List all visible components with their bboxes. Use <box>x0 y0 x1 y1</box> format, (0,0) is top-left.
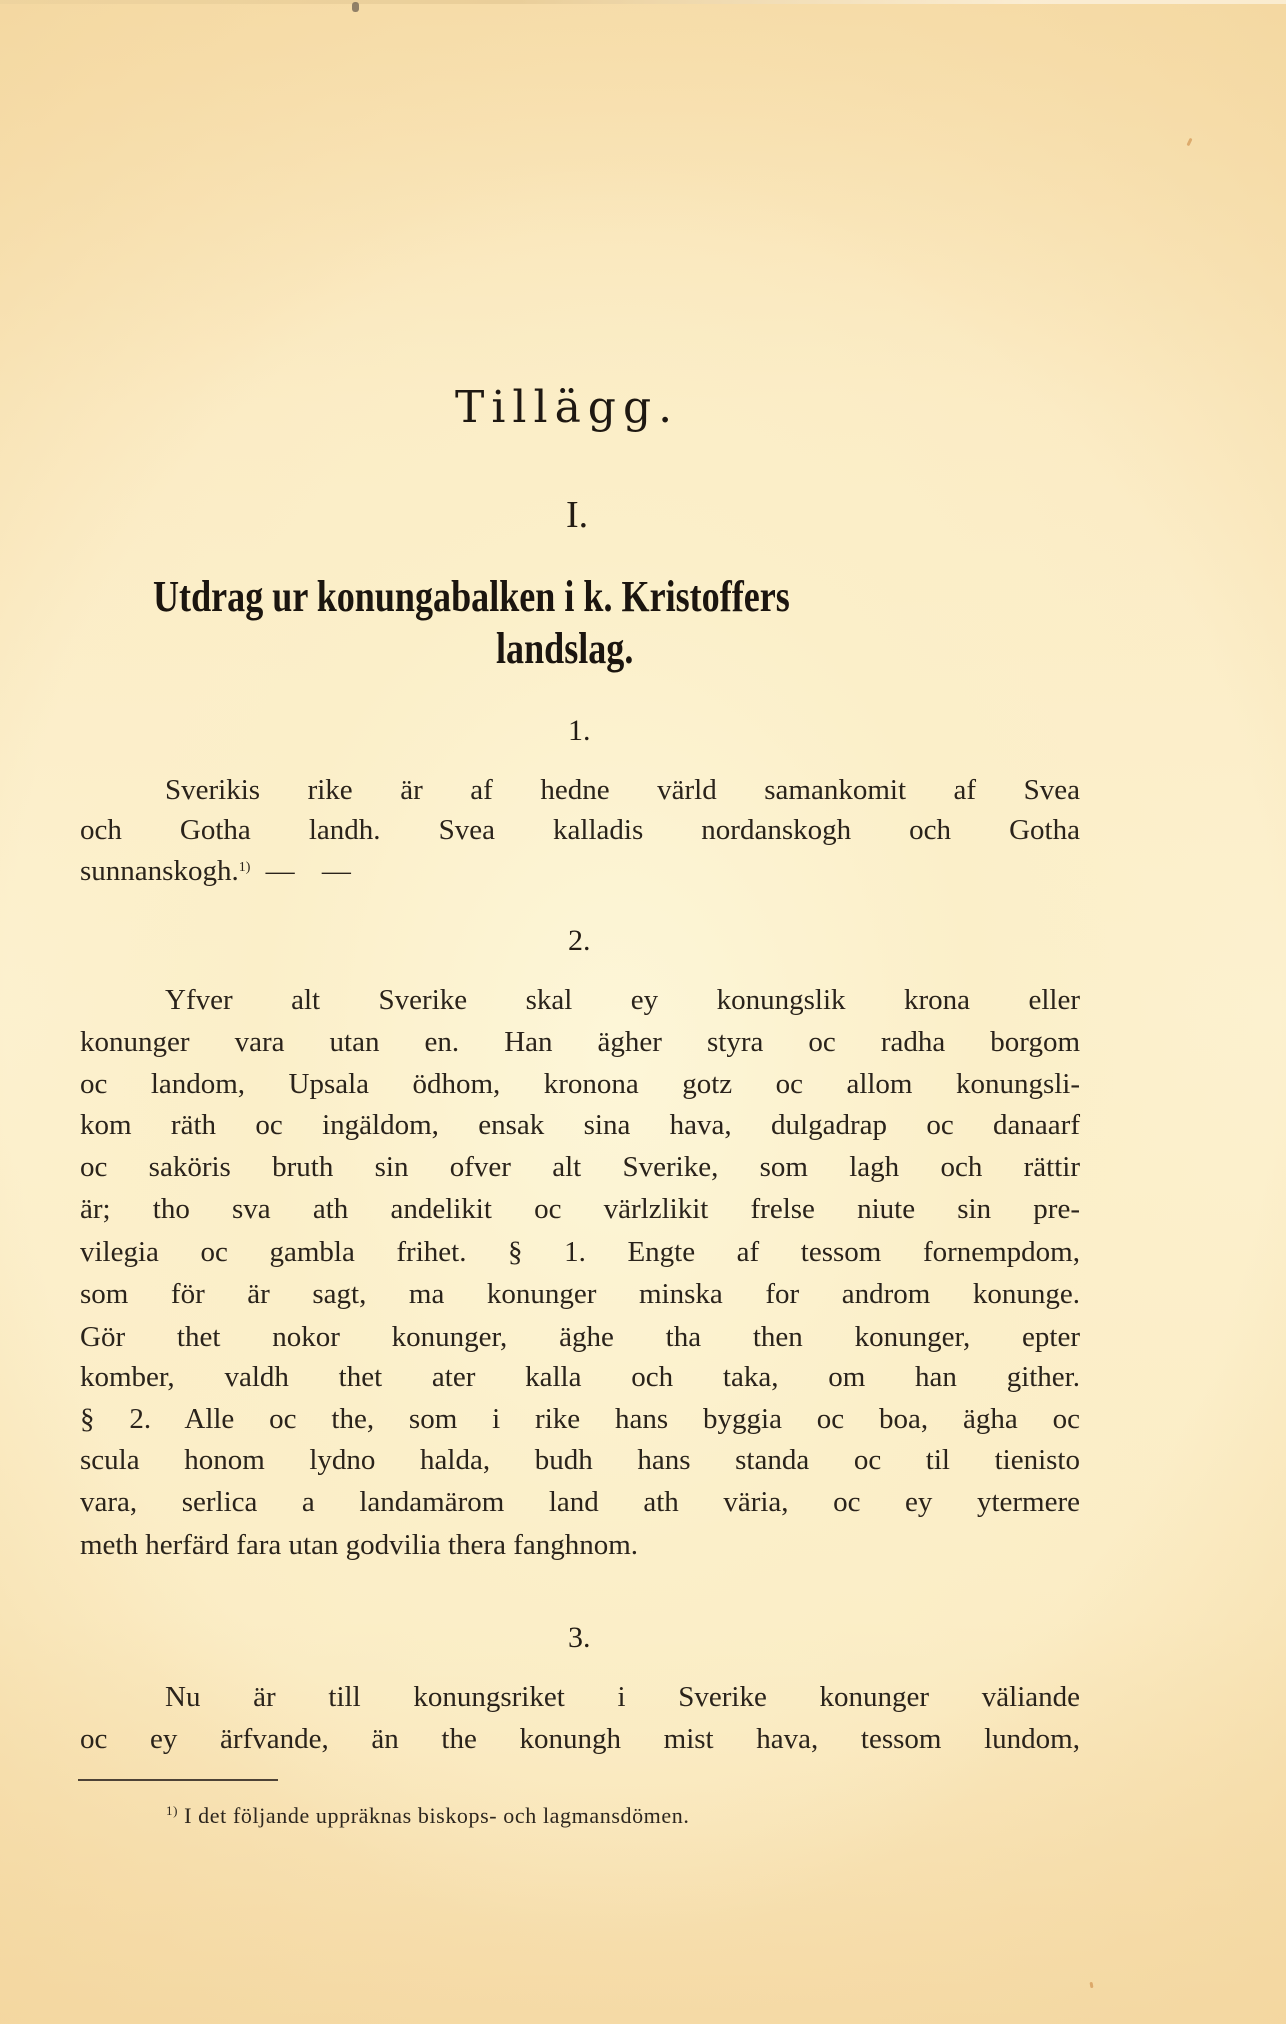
paragraph-line: oc saköris bruth sin ofver alt Sverike, som lagh och rättir <box>80 1151 1080 1183</box>
paragraph-text: sunnanskogh. <box>80 855 239 887</box>
page-title: Tillägg. <box>455 382 680 433</box>
footnote-marker: 1) <box>166 1803 179 1818</box>
torn-top-edge <box>0 0 1286 4</box>
paragraph-line: som för är sagt, ma konunger minska for androm konunge. <box>80 1278 1080 1310</box>
paragraph-line: komber, valdh thet ater kalla och taka, om han gither. <box>80 1361 1080 1393</box>
paragraph-line: oc landom, Upsala ödhom, kronona gotz oc allom konungsli- <box>80 1068 1080 1100</box>
footnote-text: I det följande uppräknas biskops- och lagmansdömen. <box>184 1803 690 1828</box>
elision-dashes: — — <box>265 855 361 887</box>
paragraph-line: oc ey ärfvande, än the konungh mist hava, tessom lundom, <box>80 1723 1080 1755</box>
paragraph-line: Gör thet nokor konunger, äghe tha then konunger, epter <box>80 1321 1080 1353</box>
paragraph-line-last <box>80 857 361 886</box>
paragraph-line: scula honom lydno halda, budh hans standa oc til tienisto <box>80 1444 1080 1476</box>
section-heading-line-2: landslag. <box>496 624 634 673</box>
paragraph-line: kom räth oc ingäldom, ensak sina hava, dulgadrap oc danaarf <box>80 1109 1080 1141</box>
section-heading-line-1: Utdrag ur konungabalken i k. Kristoffers <box>153 572 790 621</box>
part-number: I. <box>566 494 589 536</box>
paragraph-line: vara, serlica a landamärom land ath väria, oc ey ytermere <box>80 1486 1080 1518</box>
pin-hole-mark <box>352 2 359 12</box>
footnote <box>166 1805 689 1827</box>
footnote-reference[interactable]: 1) <box>238 860 251 875</box>
paragraph-line: Sverikis rike är af hedne värld samankomit af Svea <box>165 774 1080 806</box>
section-number-3: 3. <box>568 1621 591 1654</box>
paragraph-line: Nu är till konungsriket i Sverike konunger väliande <box>165 1681 1080 1713</box>
footnote-rule <box>78 1779 278 1781</box>
paragraph-line: konunger vara utan en. Han ägher styra oc radha borgom <box>80 1026 1080 1058</box>
paragraph-line: Yfver alt Sverike skal ey konungslik krona eller <box>165 984 1080 1016</box>
paper-speck <box>1090 1982 1094 1988</box>
paragraph-line: vilegia oc gambla frihet. § 1. Engte af tessom fornempdom, <box>80 1236 1080 1268</box>
section-number-2: 2. <box>568 924 591 957</box>
paragraph-line: är; tho sva ath andelikit oc värlzlikit frelse niute sin pre- <box>80 1193 1080 1225</box>
paragraph-line-last: meth herfärd fara utan godvilia thera fanghnom. <box>80 1529 639 1561</box>
paragraph-line: och Gotha landh. Svea kalladis nordanskogh och Gotha <box>80 814 1080 846</box>
paper-speck <box>1186 138 1192 147</box>
paragraph-line: § 2. Alle oc the, som i rike hans byggia oc boa, ägha oc <box>80 1403 1080 1435</box>
section-number-1: 1. <box>568 714 591 747</box>
